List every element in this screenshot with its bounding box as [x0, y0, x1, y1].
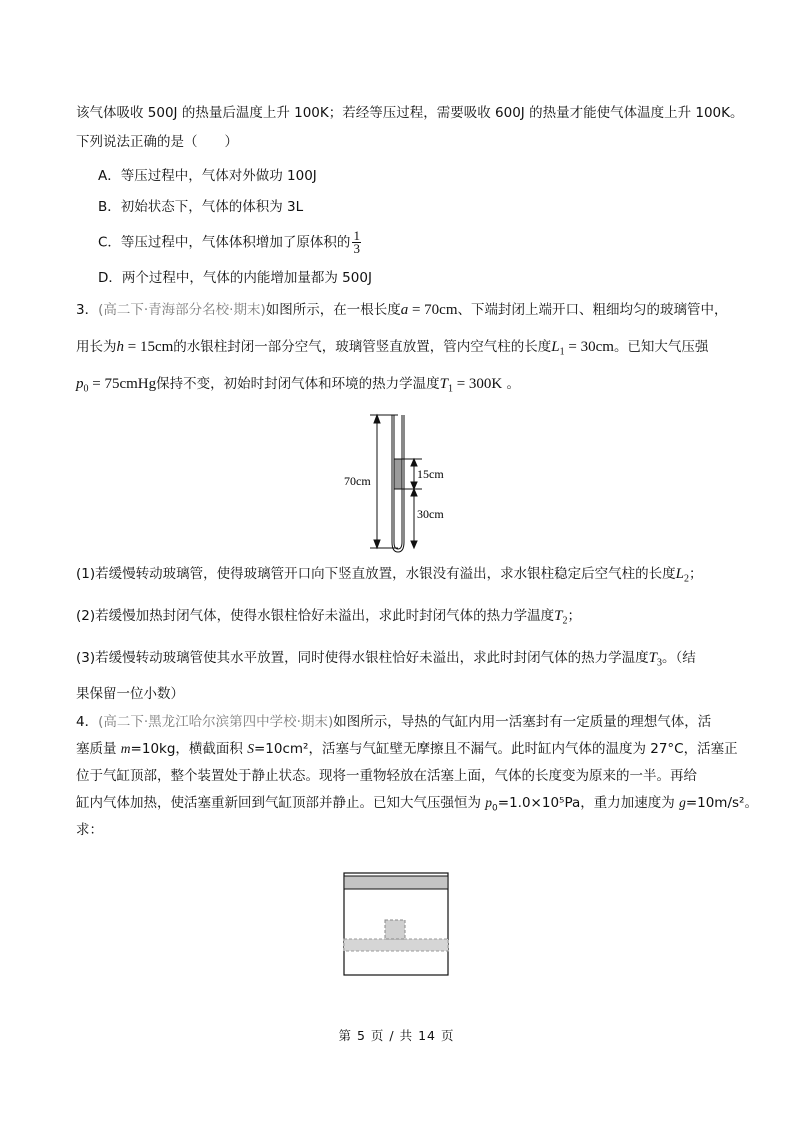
q4-line-5: 求：: [76, 822, 103, 838]
q3-line-3: [76, 374, 520, 400]
fraction-numerator: 1: [353, 228, 360, 243]
q3-sub-text: ；: [567, 608, 581, 624]
var-T3: T: [648, 650, 657, 666]
option-b: B．初始状态下，气体的体积为 3L: [98, 199, 304, 215]
q3-line-1: [76, 300, 728, 320]
var-L2: L: [675, 566, 684, 582]
label-hg: 15cm: [417, 467, 444, 481]
page-footer: 第 5 页 / 共 14 页: [338, 1028, 455, 1043]
value-a: = 70cm: [408, 302, 458, 318]
intro-line-2: 下列说法正确的是（ ）: [76, 134, 238, 150]
q4-text: =10m/s²。: [685, 795, 758, 811]
value-T1: = 300K: [452, 376, 503, 392]
label-air: 30cm: [417, 507, 444, 521]
q4-text: =10kg，横截面积: [130, 741, 248, 757]
sub-0: 0: [83, 383, 89, 395]
option-c-text: C．等压过程中，气体体积增加了原体积的: [98, 234, 351, 251]
intro-line-1: 该气体吸收 500J 的热量后温度上升 100K；若经等压过程，需要吸收 600J 的热量才能使气体温度上升 100K。: [76, 105, 744, 121]
q4-text: 缸内气体加热，使活塞重新回到气缸顶部并静止。已知大气压强恒为: [76, 795, 486, 811]
q3-text: 如图所示，在一根长度: [265, 302, 401, 318]
option-d: D．两个过程中，气体的内能增加量都为 500J: [98, 270, 372, 286]
q4-number: 4．: [76, 714, 99, 730]
q4-text: 塞质量: [76, 741, 121, 757]
arrow-down: [374, 540, 380, 548]
q3-text: 的水银柱封闭一部分空气，玻璃管竖直放置，管内空气柱的长度: [173, 339, 552, 355]
q3-text: 、下端封闭上端开口、粗细均匀的玻璃管中，: [457, 302, 728, 318]
q4-source: (高二下·黑龙江哈尔滨第四中学校·期末): [98, 714, 334, 730]
q3-text: 。: [502, 376, 521, 392]
arrow-up: [411, 459, 417, 466]
arrow-up: [374, 415, 380, 423]
label-total: 70cm: [344, 474, 371, 488]
sub-1: 1: [447, 383, 453, 395]
q3-sub-2: [76, 606, 581, 632]
var-T1: T: [439, 376, 448, 392]
q4-line-3: 位于气缸顶部，整个装置处于静止状态。现将一重物轻放在活塞上面，气体的长度变为原来的一半。再给: [76, 768, 697, 784]
q4-line-1: [76, 712, 711, 732]
q3-sub-text: 。（结: [661, 650, 696, 666]
q4-line-4: [76, 793, 758, 819]
q3-sub-3: [76, 648, 696, 674]
value-p0: = 75cmHg: [88, 376, 157, 392]
cylinder-diagram: [340, 870, 452, 978]
q3-sub-text: (1)若缓慢转动玻璃管，使得玻璃管开口向下竖直放置，水银没有溢出，求水银柱稳定后空气柱的长度: [76, 566, 676, 582]
fraction-one-third: [352, 230, 361, 255]
var-S: S: [247, 741, 254, 756]
sub-3: 3: [656, 657, 662, 669]
fraction-denominator: 3: [353, 241, 360, 256]
sub-0: 0: [492, 803, 498, 814]
q3-sub-1: [76, 564, 702, 590]
arrow-up: [411, 489, 417, 496]
piston-lowered: [344, 939, 448, 951]
var-p0: p: [76, 376, 84, 392]
value-L1: = 30cm: [564, 339, 614, 355]
value-h: = 15cm: [124, 339, 174, 355]
q3-number: 3．: [76, 302, 99, 318]
var-a: a: [400, 302, 409, 318]
var-g: g: [679, 795, 686, 810]
q3-source: (高二下·青海部分名校·期末): [98, 302, 266, 318]
sub-1: 1: [559, 346, 565, 358]
sub-2: 2: [683, 573, 689, 585]
weight-block: [385, 920, 405, 939]
option-a: A．等压过程中，气体对外做功 100J: [98, 168, 317, 184]
piston-top: [344, 876, 448, 889]
var-p0: p: [485, 795, 493, 810]
q3-sub-text: (2)若缓慢加热封闭气体，使得水银柱恰好未溢出，求此时封闭气体的热力学温度: [76, 608, 555, 624]
var-h: h: [116, 339, 124, 355]
q4-text: =10cm²，活塞与气缸壁无摩擦且不漏气。此时缸内气体的温度为 27°C，活塞正: [253, 741, 738, 757]
q3-text: 保持不变，初始时封闭气体和环境的热力学温度: [156, 376, 440, 392]
q3-sub-text: ；: [688, 566, 703, 582]
q4-text: =1.0×10⁵Pa，重力加速度为: [497, 795, 680, 811]
option-c: [98, 230, 361, 255]
tube-diagram: [340, 410, 470, 555]
arrow-down: [411, 541, 417, 548]
q3-sub-3-cont: 果保留一位小数）: [76, 686, 184, 702]
var-m: m: [120, 741, 131, 756]
q3-sub-text: (3)若缓慢转动玻璃管使其水平放置，同时使得水银柱恰好未溢出，求此时封闭气体的热力学温度: [76, 650, 649, 666]
q3-text: 用长为: [76, 339, 117, 355]
sub-2: 2: [562, 615, 568, 627]
var-T2: T: [554, 608, 563, 624]
q3-text: 。已知大气压强: [613, 339, 709, 355]
mercury-column: [394, 459, 402, 489]
q3-line-2: [76, 337, 708, 363]
q4-line-2: [76, 739, 738, 759]
var-L1: L: [551, 339, 560, 355]
q4-text: 如图所示，导热的气缸内用一活塞封有一定质量的理想气体，活: [333, 714, 712, 730]
